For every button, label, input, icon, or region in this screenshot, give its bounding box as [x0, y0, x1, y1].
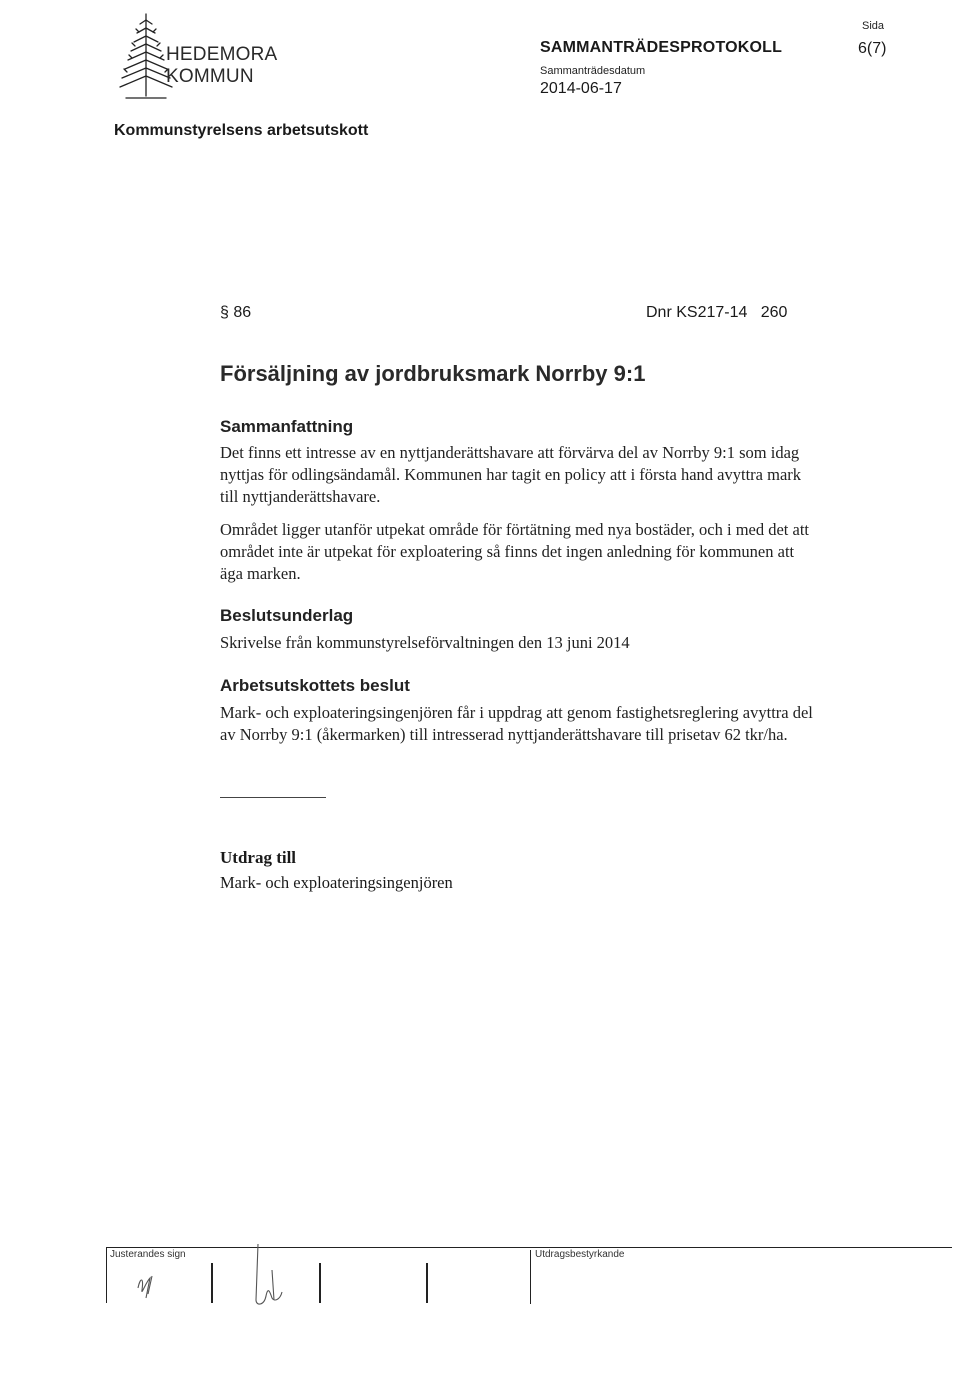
footer-left-rule — [106, 1247, 107, 1303]
signature-icon — [244, 1240, 294, 1312]
signature-box-divider — [530, 1250, 531, 1304]
meeting-date-label: Sammanträdesdatum — [540, 65, 646, 77]
paragraph-number: § 86 — [220, 304, 252, 321]
sammanfattning-paragraph-2: Området ligger utanför utpekat område för förtätning med nya bostäder, och i med det att området inte är utpekat för exploatering så finns det ingen anledning för kommunen att äga marken. — [220, 520, 810, 583]
diary-number: Dnr KS217-14 260 — [646, 304, 788, 321]
heading-sammanfattning: Sammanfattning — [220, 417, 354, 436]
signature-icon — [128, 1268, 178, 1302]
meeting-date-value: 2014-06-17 — [540, 80, 622, 97]
page-label: Sida — [862, 20, 885, 32]
org-name-line1: HEDEMORA — [166, 44, 278, 65]
sammanfattning-paragraph-1: Det finns ett intresse av en nyttjanderättshavare att förvärva del av Norrby 9:1 som idag nyttjas för odlingsändamål. Kommunen har tagit en policy att i första hand avyttra mark till nyttjanderättshavare. — [220, 443, 802, 506]
committee-name: Kommunstyrelsens arbetsutskott — [114, 122, 369, 139]
footer-rule — [106, 1247, 952, 1248]
heading-utdrag-till: Utdrag till — [220, 848, 297, 867]
beslutsunderlag-text: Skrivelse från kommunstyrelseförvaltningen den 13 juni 2014 — [220, 633, 630, 652]
signature-box-divider — [211, 1263, 213, 1303]
divider — [220, 797, 326, 798]
org-name-line2: KOMMUN — [166, 66, 254, 87]
signature-box-divider — [319, 1263, 321, 1303]
heading-beslutsunderlag: Beslutsunderlag — [220, 606, 354, 625]
page-number: 6(7) — [858, 40, 887, 57]
document-title: Försäljning av jordbruksmark Norrby 9:1 — [220, 361, 646, 386]
beslut-text: Mark- och exploateringsingenjören får i uppdrag att genom fastighetsreglering avyttra del av Norrby 9:1 (åkermarken) till intresserad nyttjanderättshavare till prisetav 62 tkr/ha. — [220, 703, 813, 744]
protocol-title: SAMMANTRÄDESPROTOKOLL — [540, 39, 783, 56]
heading-arbetsutskottets-beslut: Arbetsutskottets beslut — [220, 676, 410, 695]
utdrag-recipient: Mark- och exploateringsingenjören — [220, 873, 453, 892]
justerandes-sign-label: Justerandes sign — [110, 1249, 186, 1260]
signature-box-divider — [426, 1263, 428, 1303]
utdragsbestyrkande-label: Utdragsbestyrkande — [535, 1249, 625, 1260]
